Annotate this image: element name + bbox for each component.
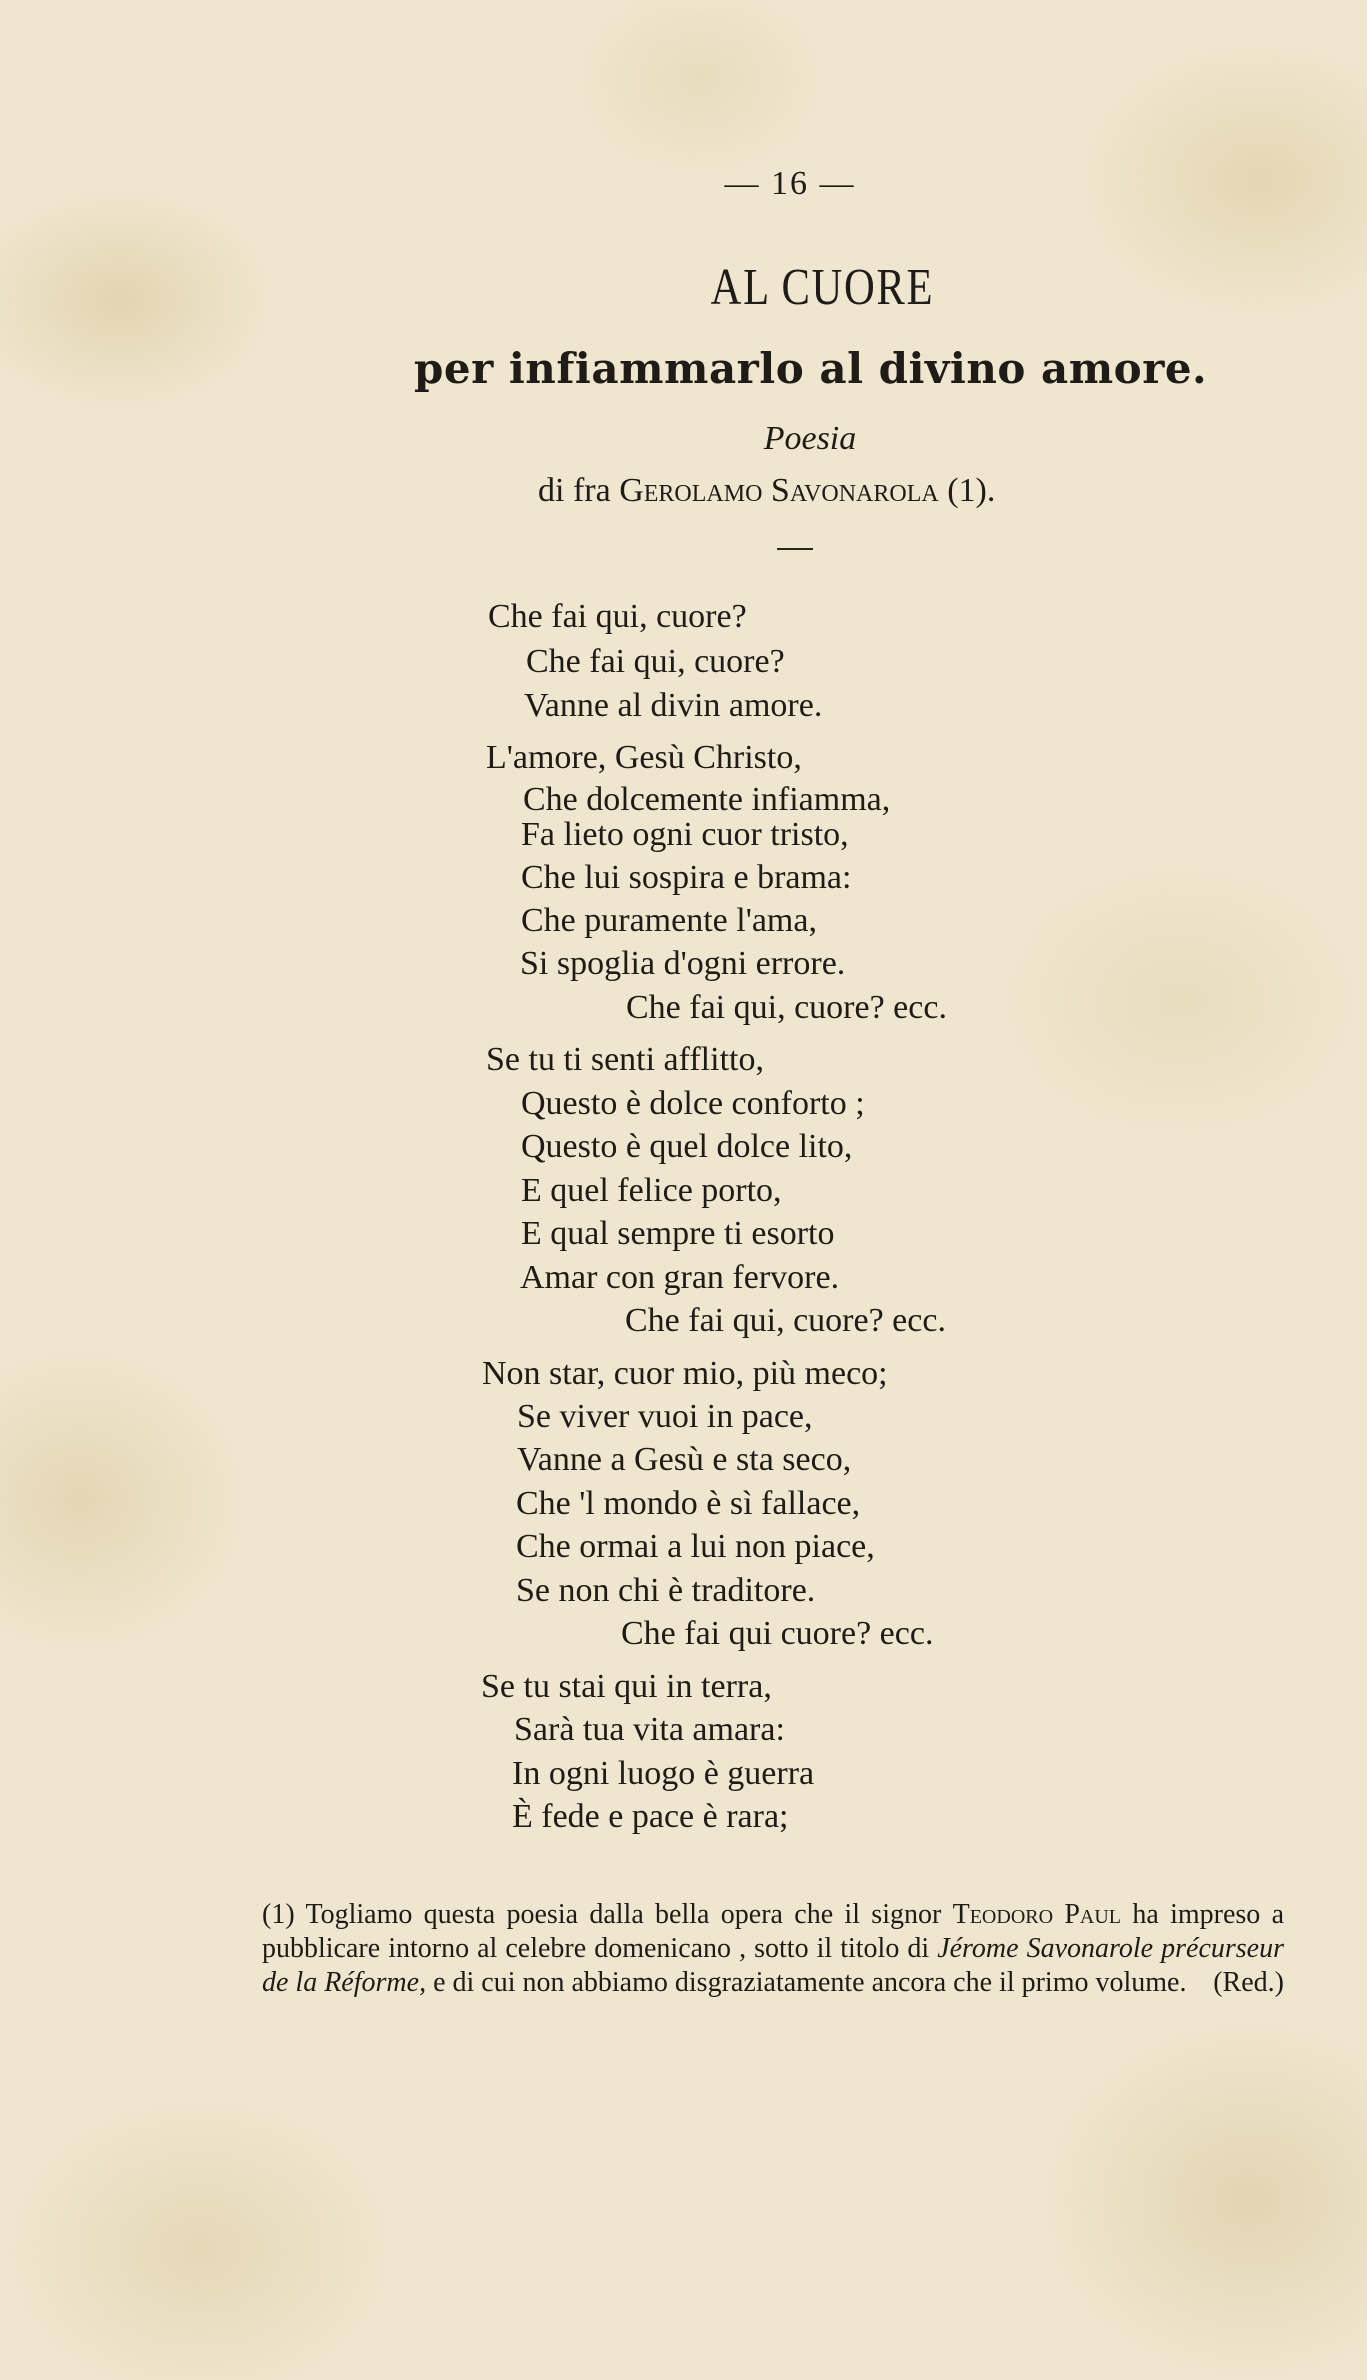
footnote-reference: (1).: [947, 472, 996, 509]
poem-line: Vanne al divin amore.: [524, 687, 823, 724]
poem-line: Vanne a Gesù e sta seco,: [517, 1441, 852, 1478]
footnote-book-title: Jérome Savonarole précurseur de la Réforme,: [262, 1933, 1284, 1998]
footnote-text: [262, 1898, 1284, 2000]
separator-rule: [777, 548, 813, 550]
poem-line: Che fai qui cuore? ecc.: [621, 1615, 934, 1652]
poem-line: Se tu stai qui in terra,: [481, 1668, 772, 1705]
poem-line: Che ormai a lui non piace,: [516, 1528, 875, 1565]
footnote-editor-tag: (Red.): [1213, 1967, 1284, 1998]
poem-title: AL CUORE: [710, 259, 935, 316]
poem-line: Amar con gran fervore.: [520, 1259, 840, 1296]
poem-line: L'amore, Gesù Christo,: [486, 739, 802, 776]
footnote-text-part: ha impreso a pubblicare intorno al celebre domenicano , sotto il titolo di: [262, 1899, 1285, 1964]
poem-subtitle: per infiammarlo al divino amore.: [414, 344, 1208, 393]
poem-line: È fede e pace è rara;: [512, 1798, 789, 1835]
poem-line: Si spoglia d'ogni errore.: [520, 945, 846, 982]
footnote: [262, 1898, 1284, 2000]
poem-line: Non star, cuor mio, più meco;: [482, 1355, 888, 1392]
footnote-author-name: Teodoro Paul: [952, 1899, 1122, 1930]
poem-line: Che puramente l'ama,: [521, 902, 817, 939]
poem-line: Che fai qui, cuore?: [488, 598, 747, 635]
poem-line: E qual sempre ti esorto: [521, 1215, 835, 1252]
poem-line: Che 'l mondo è sì fallace,: [516, 1485, 861, 1522]
poem-line: Se non chi è traditore.: [516, 1572, 816, 1609]
footnote-text-part: e di cui non abbiamo disgraziatamente ancora che il primo volume.: [426, 1967, 1187, 1998]
poem-line: Sarà tua vita amara:: [514, 1711, 785, 1748]
poem-line: Questo è quel dolce lito,: [521, 1128, 853, 1165]
poem-line: Fa lieto ogni cuor tristo,: [521, 816, 849, 853]
poem-line: Che lui sospira e brama:: [521, 859, 852, 896]
poem-line: Se viver vuoi in pace,: [517, 1398, 813, 1435]
poem-line: Che fai qui, cuore?: [526, 643, 785, 680]
poem-line: Che fai qui, cuore? ecc.: [625, 1302, 946, 1339]
author-line: [538, 472, 995, 510]
footnote-text-part: (1) Togliamo questa poesia dalla bella opera che il signor: [262, 1899, 953, 1930]
page-number: — 16 —: [724, 165, 856, 202]
poem-line: E quel felice porto,: [521, 1172, 782, 1209]
poem-line: In ogni luogo è guerra: [512, 1755, 815, 1792]
poem-genre: Poesia: [763, 420, 857, 457]
poem-line: Questo è dolce conforto ;: [521, 1085, 865, 1122]
author-name: Gerolamo Savonarola: [619, 472, 939, 509]
poem-line: Che dolcemente infiamma,: [523, 781, 891, 818]
author-prefix: di fra: [538, 472, 611, 509]
poem-line: Che fai qui, cuore? ecc.: [626, 989, 947, 1026]
poem-line: Se tu ti senti afflitto,: [486, 1041, 764, 1078]
